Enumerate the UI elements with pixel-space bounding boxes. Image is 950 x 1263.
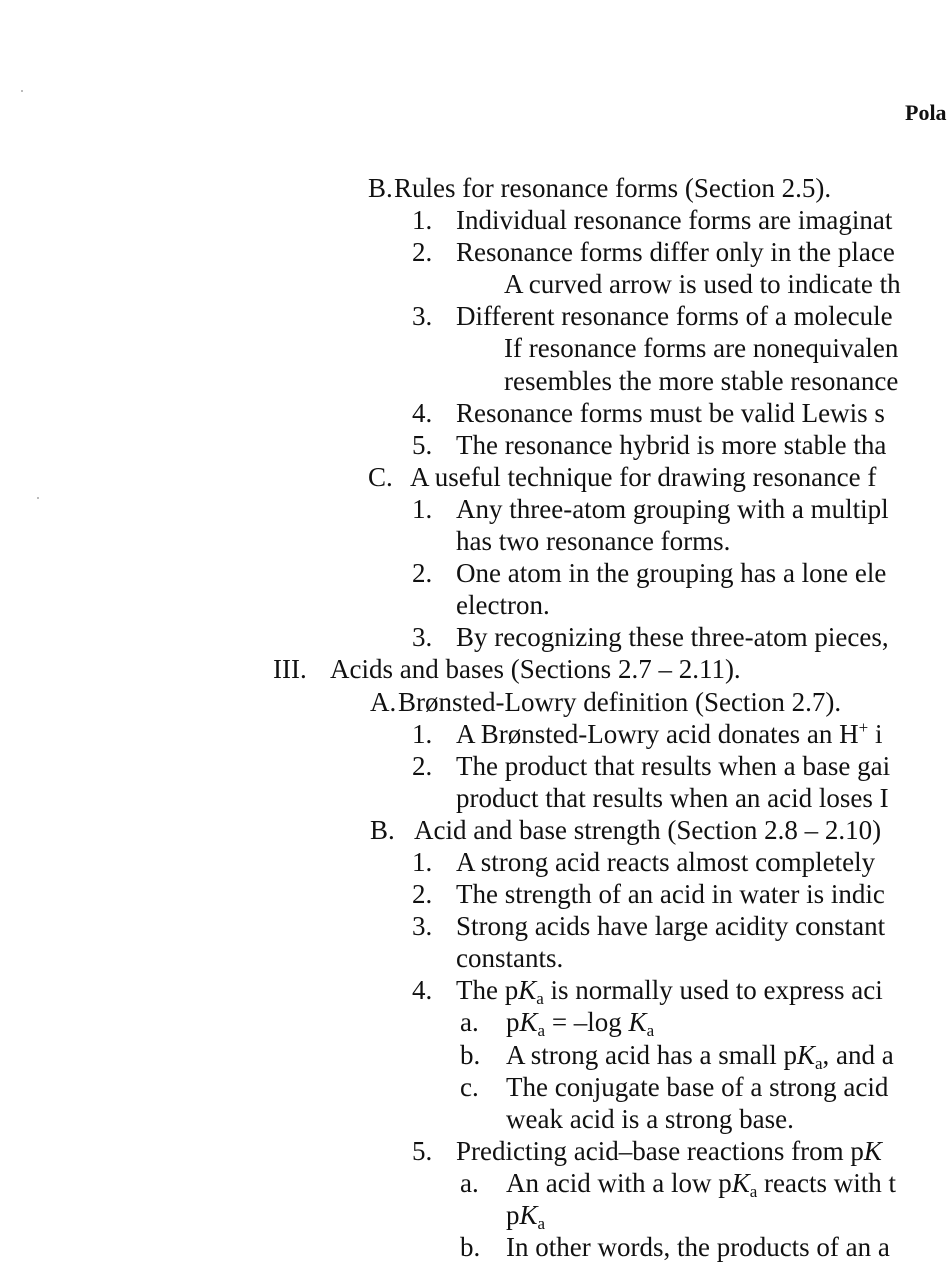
outline-text: electron. xyxy=(456,590,550,621)
outline-label: 4. xyxy=(412,975,433,1006)
outline-label: B. xyxy=(368,173,393,203)
outline-continuation xyxy=(0,1103,950,1135)
outline-label: b. xyxy=(460,1232,481,1263)
outline-label: 3. xyxy=(412,911,433,942)
outline-label: 4. xyxy=(412,397,433,428)
outline-label: 1. xyxy=(412,493,433,524)
outline-text: The resonance hybrid is more stable tha xyxy=(456,429,887,460)
outline-item xyxy=(0,846,950,878)
outline-item xyxy=(0,878,950,910)
outline-text: Resonance forms must be valid Lewis s xyxy=(456,397,885,428)
outline-text: Acid and base strength (Section 2.8 – 2.10) xyxy=(414,814,882,845)
outline-text: Rules for resonance forms (Section 2.5). xyxy=(394,173,832,203)
outline-label: B. xyxy=(370,814,395,845)
outline-text: In other words, the products of an a xyxy=(506,1232,890,1263)
outline-text: constants. xyxy=(456,943,564,974)
outline-text: The $pK_a$ is normally used to express aci xyxy=(456,975,883,1009)
outline-continuation xyxy=(0,365,950,397)
outline-heading-III xyxy=(0,653,950,685)
outline-label: A. xyxy=(370,686,397,717)
outline-item xyxy=(0,300,950,332)
outline-item xyxy=(0,718,950,750)
outline-heading-B xyxy=(0,172,950,204)
outline-label: 2. xyxy=(412,237,433,268)
outline-text: An acid with a low $pK_a$ reacts with t xyxy=(506,1167,896,1201)
outline-text: A strong acid has a small $pK_a$, and a xyxy=(506,1039,894,1073)
outline-text: If resonance forms are nonequivalen xyxy=(504,333,899,364)
outline-text: Brønsted-Lowry definition (Section 2.7). xyxy=(398,686,842,717)
outline-text: resembles the more stable resonance xyxy=(504,365,899,396)
outline-text: Predicting acid–base reactions from pK xyxy=(456,1135,882,1166)
outline-text: product that results when an acid loses I xyxy=(456,782,889,813)
outline-label: b. xyxy=(460,1039,481,1070)
outline-subitem xyxy=(0,1167,950,1199)
outline-heading-C xyxy=(0,461,950,493)
outline-continuation xyxy=(0,1199,950,1231)
outline-subitem xyxy=(0,1006,950,1041)
outline-label: III. xyxy=(273,654,307,685)
scan-speck xyxy=(21,90,23,92)
outline-item xyxy=(0,974,950,1009)
outline-continuation xyxy=(0,525,950,557)
outline-text: Individual resonance forms are imaginat xyxy=(456,205,893,236)
outline-label: c. xyxy=(460,1071,479,1102)
outline-label: 2. xyxy=(412,750,433,781)
outline-body xyxy=(0,172,950,1263)
outline-label: a. xyxy=(460,1167,479,1198)
outline-item xyxy=(0,493,950,525)
outline-text: weak acid is a strong base. xyxy=(506,1103,794,1134)
outline-text: Acids and bases (Sections 2.7 – 2.11). xyxy=(330,654,741,685)
outline-text: Different resonance forms of a molecule xyxy=(456,301,893,332)
outline-label: 1. xyxy=(412,846,433,877)
outline-text: A strong acid reacts almost completely xyxy=(456,846,876,877)
outline-text: A Brønsted-Lowry acid donates an H+ i xyxy=(456,717,883,749)
outline-text: $pK_a = -\log$ $K_a$ xyxy=(506,1007,655,1041)
outline-item xyxy=(0,910,950,942)
running-header: Pola xyxy=(905,100,947,125)
outline-text: The conjugate base of a strong acid xyxy=(506,1071,889,1102)
outline-text: One atom in the grouping has a lone ele xyxy=(456,558,887,589)
outline-label: 5. xyxy=(412,429,433,460)
outline-item xyxy=(0,204,950,236)
outline-continuation xyxy=(0,782,950,814)
outline-label: a. xyxy=(460,1007,479,1038)
outline-label: C. xyxy=(368,461,393,492)
outline-label: 3. xyxy=(412,622,433,653)
outline-text: The strength of an acid in water is indic xyxy=(456,879,885,910)
outline-continuation xyxy=(0,332,950,364)
outline-item xyxy=(0,1135,950,1167)
outline-label: 1. xyxy=(412,718,433,749)
outline-text: Resonance forms differ only in the place xyxy=(456,237,895,268)
outline-text: $pK_a$ xyxy=(506,1200,546,1233)
outline-text: A curved arrow is used to indicate th xyxy=(504,269,901,300)
outline-label: 3. xyxy=(412,301,433,332)
outline-continuation xyxy=(0,942,950,974)
outline-text: has two resonance forms. xyxy=(456,526,731,557)
outline-subitem xyxy=(0,1071,950,1103)
outline-text: By recognizing these three-atom pieces, xyxy=(456,622,889,653)
outline-label: 2. xyxy=(412,558,433,589)
outline-item xyxy=(0,557,950,589)
outline-item xyxy=(0,621,950,653)
outline-heading-A xyxy=(0,686,950,718)
outline-text: The product that results when a base gai xyxy=(456,750,891,781)
outline-text: Strong acids have large acidity constant xyxy=(456,911,886,942)
outline-subitem xyxy=(0,1039,950,1071)
outline-text: Any three-atom grouping with a multipl xyxy=(456,493,889,524)
outline-heading-B xyxy=(0,814,950,846)
outline-continuation xyxy=(0,589,950,621)
outline-label: 1. xyxy=(412,205,433,236)
outline-continuation xyxy=(0,268,950,300)
outline-label: 5. xyxy=(412,1135,433,1166)
outline-item xyxy=(0,397,950,429)
outline-item xyxy=(0,750,950,782)
outline-label: 2. xyxy=(412,879,433,910)
outline-subitem xyxy=(0,1231,950,1263)
outline-item xyxy=(0,429,950,461)
outline-text: A useful technique for drawing resonance f xyxy=(410,461,877,492)
outline-item xyxy=(0,236,950,268)
